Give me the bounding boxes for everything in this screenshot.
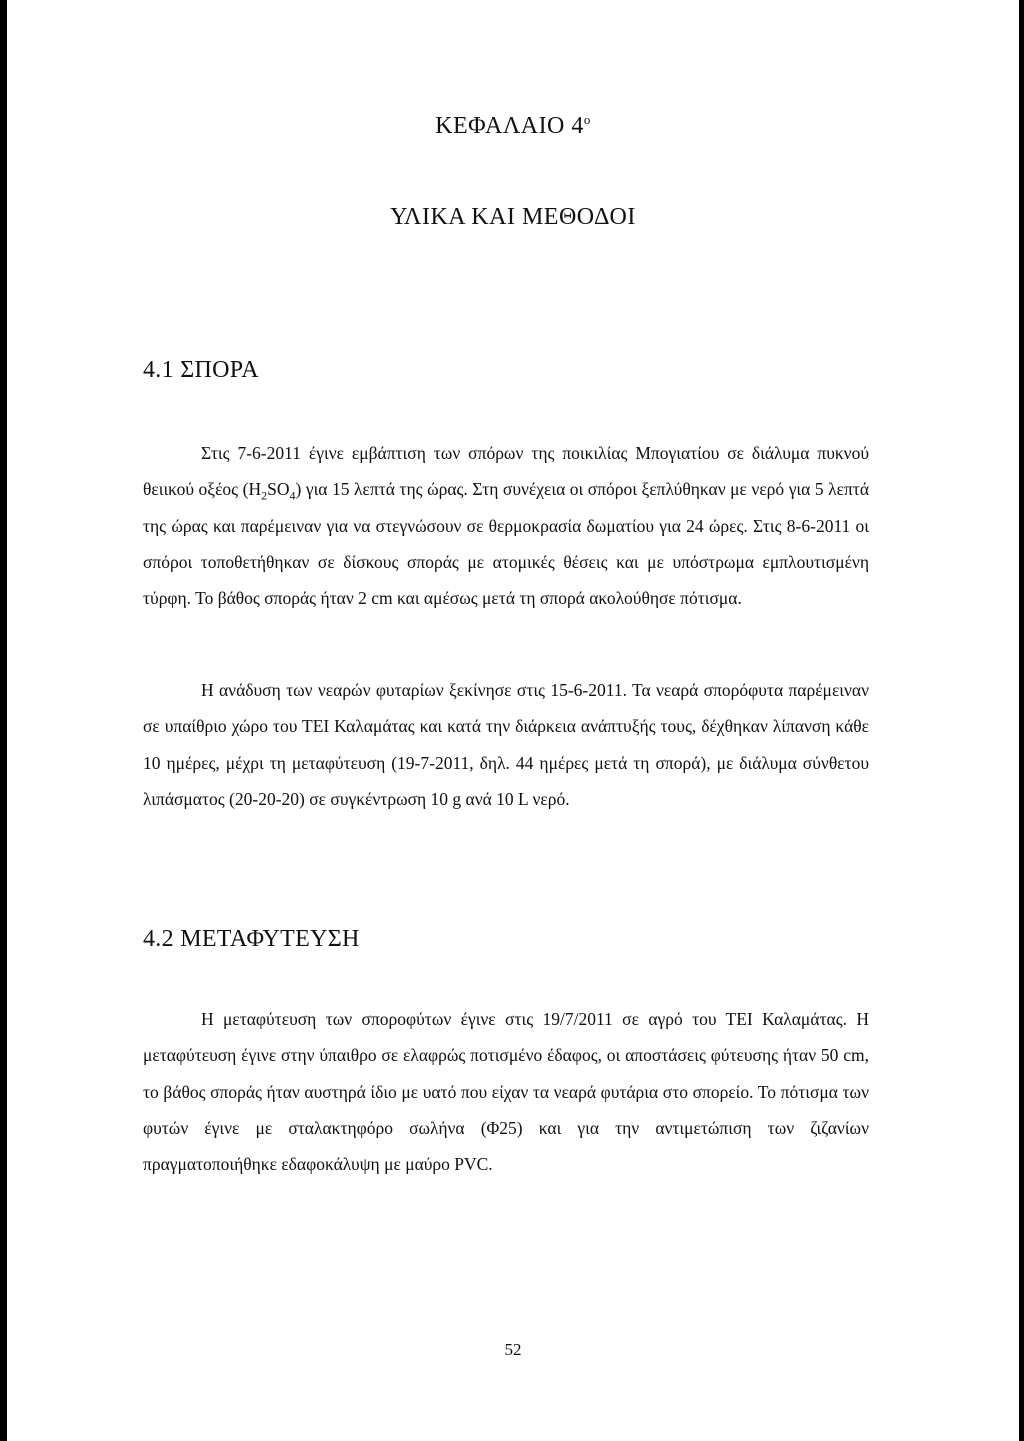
paragraph-text: Η μεταφύτευση των σποροφύτων έγινε στις 19/7/2011 σε αγρό του ΤΕΙ Καλαμάτας. Η μεταφύτευση έγινε στην ύπαιθρο σε ελαφρώς ποτισμένο έδαφος, οι αποστάσεις φύτευσης ήταν 50 cm, το βάθος σποράς ήταν αυστηρά ίδιο με υατό που είχαν τα νεαρά φυτάρια στο σπορείο. Το πότισμα των φυτών έγινε με σταλακτηφόρο σωλήνα (Φ25) και για την αντιμετώπιση των ζιζανίων πραγματοποιήθηκε εδαφοκάλυψη με μαύρο PVC. — [143, 1009, 869, 1175]
paragraph-text-part: ) για 15 λεπτά της ώρας. Στη συνέχεια οι σπόροι ξεπλύθηκαν με νερό για 5 λεπτά της ώρας και παρέμειναν για να στεγνώσουν σε θερμοκρασία δωματίου για 24 ώρες. Στις 8-6-2011 οι σπόροι τοποθετήθηκαν σε δίσκους σποράς με ατομικές θέσεις και με υπόστρωμα εμπλουτισμένη τύρφη. Το βάθος σποράς ήταν 2 cm και αμέσως μετά τη σπορά ακολούθησε πότισμα. — [143, 479, 869, 609]
chapter-number: 4 — [571, 113, 584, 139]
chapter-word: ΚΕΦΑΛΑΙΟ — [435, 113, 565, 139]
chapter-title — [7, 112, 1019, 140]
paragraph-transplanting-1 — [143, 1001, 869, 1182]
paragraph-text-part: Στις 7-6-2011 έγινε εμβάπτιση των σπόρων της ποικιλίας Μπογιατίου σε διάλυμα πυκνού θειικού οξέος (H — [143, 443, 869, 500]
chapter-ordinal: ο — [583, 112, 591, 127]
page-number: 52 — [504, 1340, 522, 1359]
paragraph-sowing-2 — [143, 672, 869, 817]
paragraph-text: Η ανάδυση των νεαρών φυταρίων ξεκίνησε στις 15-6-2011. Τα νεαρά σπορόφυτα παρέμειναν σε υπαίθριο χώρο του ΤΕΙ Καλαμάτας και κατά την διάρκεια ανάπτυξής τους, δέχθηκαν λίπανση κάθε 10 ημέρες, μέχρι τη μεταφύτευση (19-7-2011, δηλ. 44 ημέρες μετά τη σπορά), με διάλυμα σύνθετου λιπάσματος (20-20-20) σε συγκέντρωση 10 g ανά 10 L νερό. — [143, 680, 869, 809]
chapter-subtitle: ΥΛΙΚΑ ΚΑΙ ΜΕΘΟΔΟΙ — [390, 204, 636, 230]
document-page — [7, 0, 1019, 1441]
section-heading-transplanting: 4.2 ΜΕΤΑΦΥΤΕΥΣΗ — [143, 926, 360, 952]
paragraph-sowing-1 — [143, 435, 869, 616]
subscript-4: 4 — [289, 488, 296, 503]
section-heading-sowing: 4.1 ΣΠΟΡΑ — [143, 357, 259, 383]
subscript-2: 2 — [261, 488, 268, 503]
paragraph-text-part: SO — [267, 479, 290, 500]
